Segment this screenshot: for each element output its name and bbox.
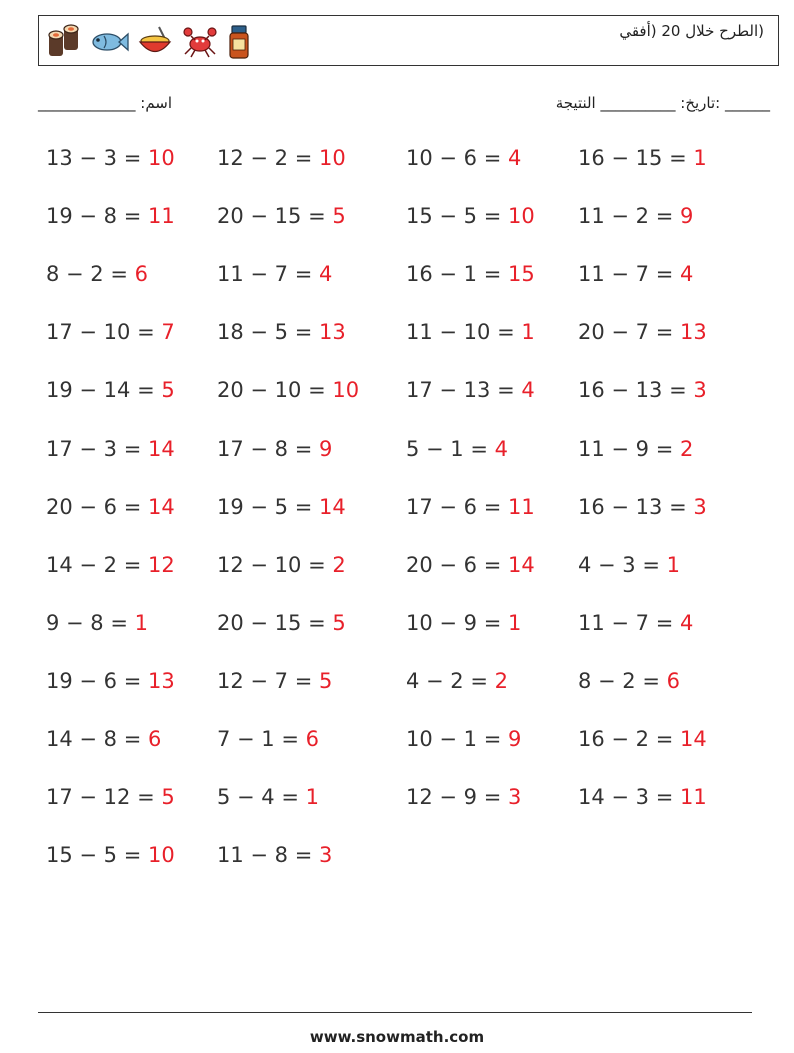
problem-answer: 2 xyxy=(679,436,694,461)
problem-answer: 7 xyxy=(161,320,175,345)
problem-question: 11 − 2 = xyxy=(578,204,680,229)
problem-question: 16 − 2 = xyxy=(578,727,680,751)
problem-question: 20 − 15 = xyxy=(217,610,333,635)
problem-question: 16 − 13 = xyxy=(578,378,694,403)
problem-item xyxy=(578,669,680,693)
problem-question: 5 − 4 = xyxy=(217,785,306,810)
problem-question: 8 − 2 = xyxy=(578,668,667,693)
problem-answer: 2 xyxy=(332,552,346,577)
problem-item xyxy=(406,262,535,286)
problem-answer: 4 xyxy=(679,610,694,635)
problem-answer: 1 xyxy=(693,146,707,170)
problem-item xyxy=(406,204,535,228)
problem-item xyxy=(46,204,175,228)
problem-question: 19 − 6 = xyxy=(46,668,148,693)
problem-question: 17 − 10 = xyxy=(46,320,162,345)
problem-answer: 14 xyxy=(679,727,707,751)
problem-question: 12 − 2 = xyxy=(217,146,319,170)
problem-answer: 10 xyxy=(332,378,360,403)
problem-question: 9 − 8 = xyxy=(46,610,135,635)
problem-item xyxy=(578,378,707,402)
problem-answer: 4 xyxy=(494,436,508,461)
problem-question: 11 − 9 = xyxy=(578,436,680,461)
problem-item xyxy=(217,262,332,286)
problem-question: 18 − 5 = xyxy=(217,320,319,345)
problem-answer: 4 xyxy=(507,146,522,170)
problem-question: 8 − 2 = xyxy=(46,262,135,287)
problem-item xyxy=(578,727,707,751)
problem-answer: 6 xyxy=(666,668,680,693)
footer-divider xyxy=(38,1012,752,1013)
problem-question: 7 − 1 = xyxy=(217,727,306,751)
worksheet-header xyxy=(38,15,779,66)
problem-item xyxy=(578,437,693,461)
sushi-icon xyxy=(47,24,81,60)
problem-question: 11 − 7 = xyxy=(578,262,680,287)
problem-item xyxy=(217,843,332,867)
crab-icon xyxy=(181,24,219,60)
problem-answer: 1 xyxy=(134,610,148,635)
problem-item xyxy=(406,611,521,635)
problem-item xyxy=(406,727,521,751)
problem-answer: 13 xyxy=(318,320,346,345)
fish-icon xyxy=(89,27,129,57)
problem-answer: 11 xyxy=(147,204,175,229)
problem-question: 10 − 6 = xyxy=(406,146,508,170)
problem-question: 19 − 5 = xyxy=(217,494,319,519)
problem-item xyxy=(46,553,175,577)
problem-question: 4 − 2 = xyxy=(406,668,495,693)
problem-item xyxy=(406,437,508,461)
problem-answer: 1 xyxy=(305,785,319,810)
problem-item xyxy=(46,843,175,867)
problem-answer: 13 xyxy=(147,668,175,693)
problem-answer: 4 xyxy=(318,262,333,287)
problem-question: 20 − 6 = xyxy=(46,494,148,519)
problem-item xyxy=(46,437,175,461)
problem-item xyxy=(578,495,707,519)
problem-answer: 11 xyxy=(679,785,707,810)
problem-question: 19 − 8 = xyxy=(46,204,148,229)
worksheet-title: (الطرح خلال 20 (أفقي xyxy=(619,22,764,40)
problem-question: 11 − 7 = xyxy=(578,610,680,635)
problem-item xyxy=(217,320,346,344)
problem-answer: 11 xyxy=(507,494,535,519)
problem-item xyxy=(406,378,535,402)
problem-question: 14 − 8 = xyxy=(46,727,148,751)
problem-item xyxy=(46,320,175,344)
problem-answer: 1 xyxy=(507,610,522,635)
problem-question: 20 − 6 = xyxy=(406,552,508,577)
problem-answer: 6 xyxy=(147,727,162,751)
problem-item xyxy=(217,204,346,228)
problem-item xyxy=(578,785,707,809)
problem-item xyxy=(578,146,707,170)
problem-item xyxy=(217,669,332,693)
problem-item xyxy=(406,495,535,519)
problem-question: 20 − 10 = xyxy=(217,378,333,403)
problem-answer: 10 xyxy=(147,146,175,170)
problem-question: 16 − 1 = xyxy=(406,262,508,287)
problem-answer: 4 xyxy=(679,262,694,287)
problem-question: 12 − 10 = xyxy=(217,552,333,577)
problem-answer: 3 xyxy=(318,843,333,868)
problem-answer: 14 xyxy=(147,494,175,519)
problem-question: 17 − 3 = xyxy=(46,436,148,461)
problem-item xyxy=(217,785,319,809)
problem-question: 4 − 3 = xyxy=(578,552,667,577)
problem-item xyxy=(406,320,535,344)
problem-item xyxy=(578,262,693,286)
problem-question: 14 − 2 = xyxy=(46,552,148,577)
problem-item xyxy=(578,204,693,228)
problem-answer: 6 xyxy=(305,727,319,751)
problem-answer: 9 xyxy=(679,204,694,229)
problem-question: 17 − 13 = xyxy=(406,378,522,403)
footer-url: www.snowmath.com xyxy=(309,1028,485,1046)
problem-question: 17 − 6 = xyxy=(406,494,508,519)
problem-answer: 13 xyxy=(679,320,707,345)
problem-item xyxy=(578,320,707,344)
problem-item xyxy=(46,785,175,809)
problem-question: 14 − 3 = xyxy=(578,785,680,810)
problem-item xyxy=(217,378,359,402)
problem-question: 20 − 15 = xyxy=(217,204,333,229)
problem-item xyxy=(578,553,680,577)
problem-question: 19 − 14 = xyxy=(46,378,162,403)
problem-item xyxy=(217,553,346,577)
problem-item xyxy=(406,553,535,577)
problem-item xyxy=(217,495,346,519)
food-bowl-icon xyxy=(137,25,173,59)
problem-item xyxy=(406,146,521,170)
problem-question: 16 − 15 = xyxy=(578,146,694,170)
problem-item xyxy=(46,669,175,693)
problem-item xyxy=(46,146,175,170)
problem-item xyxy=(46,378,175,402)
problem-item xyxy=(406,785,521,809)
problem-question: 11 − 10 = xyxy=(406,320,522,345)
name-field: اسم: _____________ xyxy=(38,94,173,112)
problem-answer: 1 xyxy=(666,552,680,577)
problem-item xyxy=(217,611,346,635)
problem-item xyxy=(46,495,175,519)
problem-answer: 10 xyxy=(147,843,175,868)
problem-answer: 10 xyxy=(507,204,535,229)
problem-answer: 9 xyxy=(507,727,522,751)
problem-answer: 14 xyxy=(318,494,346,519)
problem-question: 17 − 12 = xyxy=(46,785,162,810)
problem-answer: 4 xyxy=(521,378,535,403)
problem-answer: 14 xyxy=(507,552,535,577)
problem-item xyxy=(217,437,332,461)
problem-question: 11 − 8 = xyxy=(217,843,319,868)
problem-answer: 6 xyxy=(134,262,148,287)
problem-item xyxy=(217,727,319,751)
problem-answer: 2 xyxy=(494,668,508,693)
problem-question: 10 − 9 = xyxy=(406,610,508,635)
problem-answer: 14 xyxy=(147,436,175,461)
problem-answer: 3 xyxy=(693,378,707,403)
problem-answer: 1 xyxy=(521,320,535,345)
problem-answer: 9 xyxy=(318,436,333,461)
problem-item xyxy=(46,262,148,286)
problem-answer: 5 xyxy=(161,785,175,810)
problem-question: 16 − 13 = xyxy=(578,494,694,519)
problem-answer: 10 xyxy=(318,146,346,170)
problem-item xyxy=(578,611,693,635)
problem-question: 10 − 1 = xyxy=(406,727,508,751)
problem-answer: 3 xyxy=(693,494,707,519)
problem-question: 5 − 1 = xyxy=(406,436,495,461)
problem-answer: 5 xyxy=(161,378,175,403)
problem-question: 11 − 7 = xyxy=(217,262,319,287)
problem-answer: 15 xyxy=(507,262,535,287)
date-score-field: ______ :تاريخ: __________ النتيجة xyxy=(555,94,770,112)
problem-question: 15 − 5 = xyxy=(46,843,148,868)
problem-question: 12 − 9 = xyxy=(406,785,508,810)
problem-item xyxy=(46,611,148,635)
problem-item xyxy=(406,669,508,693)
problem-answer: 5 xyxy=(318,668,333,693)
problem-question: 20 − 7 = xyxy=(578,320,680,345)
problem-question: 13 − 3 = xyxy=(46,146,148,170)
problem-answer: 5 xyxy=(332,610,346,635)
problem-item xyxy=(217,146,346,170)
problem-answer: 5 xyxy=(332,204,346,229)
problem-question: 15 − 5 = xyxy=(406,204,508,229)
problem-question: 17 − 8 = xyxy=(217,436,319,461)
header-icons xyxy=(47,22,251,62)
problem-question: 12 − 7 = xyxy=(217,668,319,693)
problem-answer: 3 xyxy=(507,785,522,810)
problem-answer: 12 xyxy=(147,552,175,577)
jar-icon xyxy=(227,24,251,60)
problem-item xyxy=(46,727,161,751)
